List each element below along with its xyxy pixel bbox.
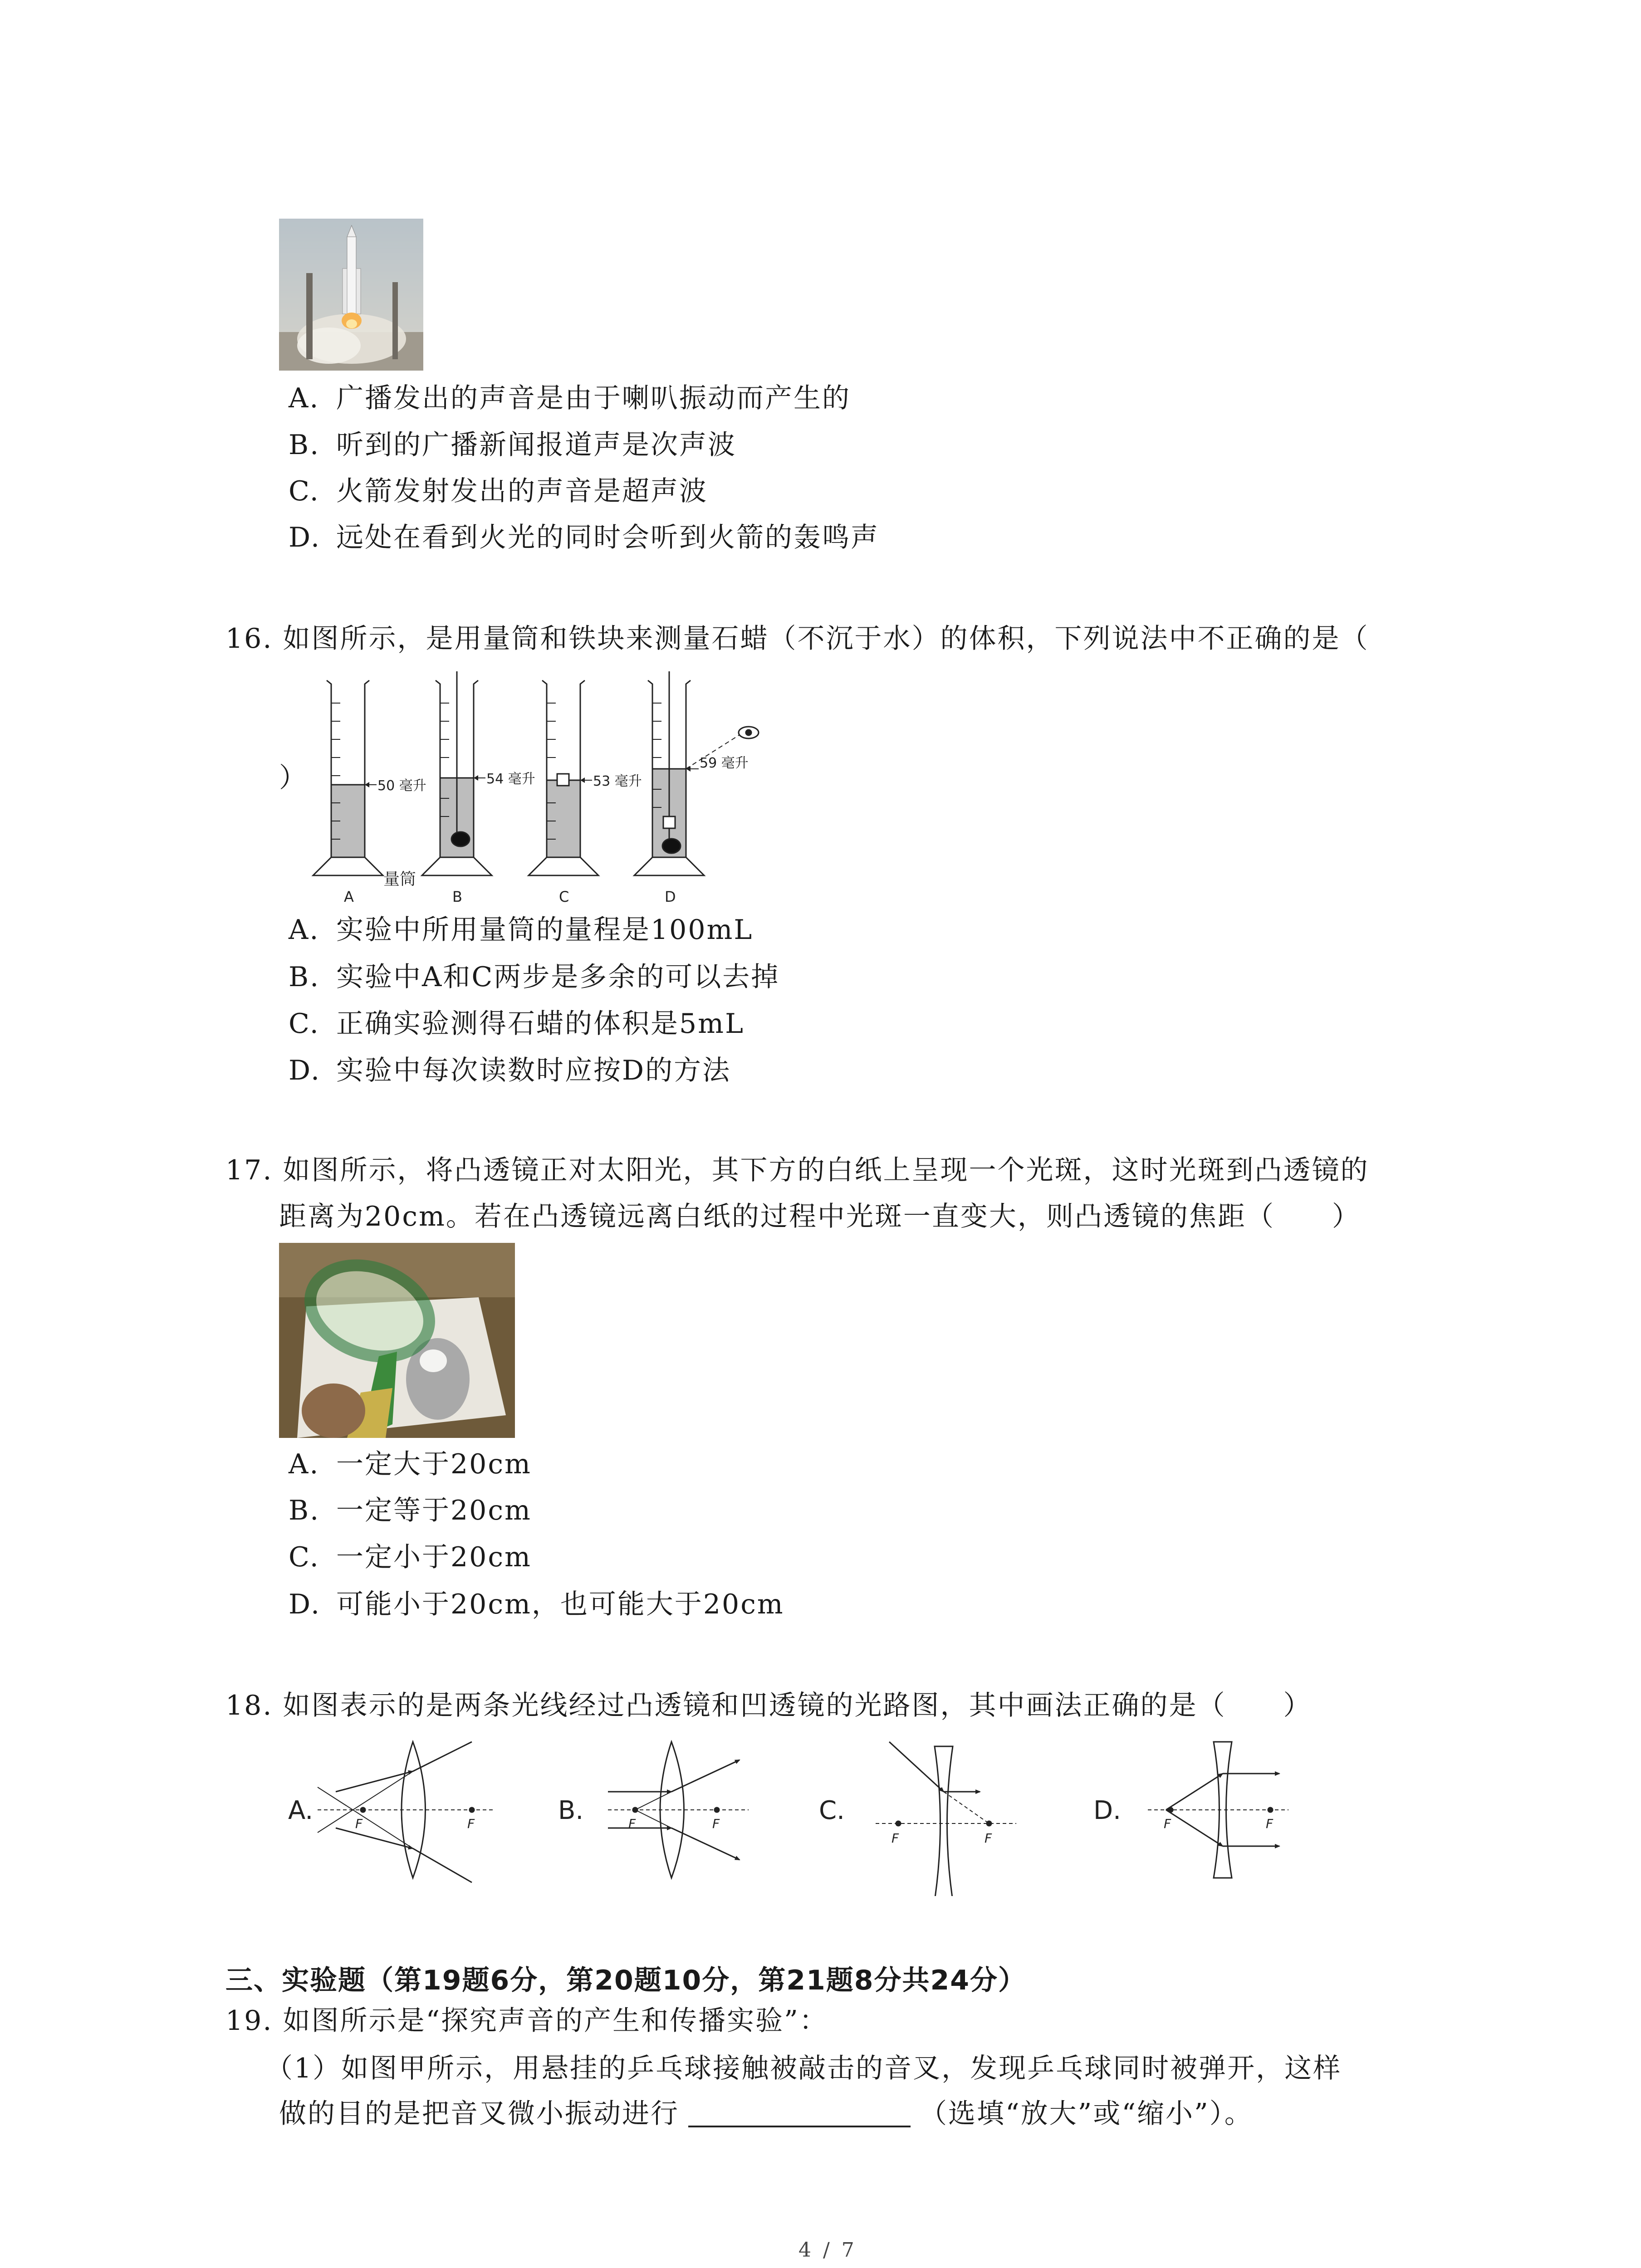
option-text: 正确实验测得石蜡的体积是5mL <box>336 1008 745 1040</box>
letter-d: D <box>665 888 676 905</box>
focus-label-a2: F <box>467 1816 475 1831</box>
q17-stem-line1: 17. 如图所示，将凸透镜正对太阳光，其下方的白纸上呈现一个光斑，这时光斑到凸透镜的 <box>225 1154 1369 1186</box>
q19-part1-before-blank: 做的目的是把音叉微小振动进行 <box>279 2098 679 2130</box>
option-text: 一定大于20cm <box>336 1448 532 1480</box>
option-letter: C. <box>289 1008 320 1040</box>
option-text: 实验中每次读数时应按D的方法 <box>336 1055 731 1086</box>
q16-option-a <box>289 914 754 946</box>
option-letter: A. <box>289 914 320 946</box>
section-3-heading: 三、实验题（第19题6分，第20题10分，第21题8分共24分） <box>225 1965 1026 1996</box>
reading-d: 59 毫升 <box>700 755 749 771</box>
q15-option-a <box>289 382 851 414</box>
letter-c: C <box>559 888 569 905</box>
option-text: 实验中所用量筒的量程是100mL <box>336 914 754 946</box>
q17-option-b <box>289 1497 532 1524</box>
option-text: 一定小于20cm <box>336 1541 532 1573</box>
q15-option-d <box>289 524 879 551</box>
diagram-b-convex-lens <box>608 1742 749 1878</box>
reading-c: 53 毫升 <box>593 773 642 789</box>
q17-option-a <box>289 1448 532 1480</box>
cylinder-c <box>529 680 598 875</box>
q16-option-b <box>289 963 779 991</box>
q19-part1-line2 <box>279 2098 1253 2130</box>
q17-stem-line2: 距离为20cm。若在凸透镜远离白纸的过程中光斑一直变大，则凸透镜的焦距（ ） <box>279 1201 1361 1232</box>
cylinder-label: 量筒 <box>383 870 416 889</box>
option-text: 可能小于20cm，也可能大于20cm <box>336 1589 784 1620</box>
cylinder-d <box>634 671 759 875</box>
q15-option-b <box>289 431 736 459</box>
diagram-a-convex-lens <box>318 1742 495 1882</box>
page-number: 4 / 7 <box>798 2239 857 2262</box>
option-letter: A. <box>289 1448 320 1480</box>
lens-ray-diagrams <box>281 1724 1325 1896</box>
option-letter: D. <box>289 1055 321 1086</box>
q16-option-c <box>289 1008 745 1040</box>
q16-stem-line2: ） <box>279 762 308 794</box>
diagram-c-concave-lens <box>876 1742 1016 1896</box>
magnifier-photo <box>279 1243 515 1438</box>
q19-part1-after-blank: （选填“放大”或“缩小”）。 <box>920 2098 1253 2130</box>
q17-option-d <box>289 1591 784 1618</box>
q19-stem: 19. 如图所示是“探究声音的产生和传播实验”： <box>225 2005 828 2037</box>
option-text: 广播发出的声音是由于喇叭振动而产生的 <box>336 382 851 414</box>
option-letter: D. <box>289 522 321 553</box>
focus-label-c1: F <box>892 1831 899 1846</box>
q18-stem: 18. 如图表示的是两条光线经过凸透镜和凹透镜的光路图，其中画法正确的是（ ） <box>225 1690 1312 1721</box>
q17-option-c <box>289 1541 532 1573</box>
option-text: 一定等于20cm <box>336 1495 532 1526</box>
option-text: 远处在看到火光的同时会听到火箭的轰鸣声 <box>336 522 879 553</box>
focus-label-d1: F <box>1164 1816 1171 1831</box>
option-letter: B. <box>289 1495 320 1526</box>
q15-option-c <box>289 475 708 507</box>
focus-label-b1: F <box>628 1816 636 1831</box>
answer-blank[interactable] <box>688 2100 911 2127</box>
option-letter: A. <box>289 382 320 414</box>
diagram-letter-b: B. <box>558 1796 584 1825</box>
option-text: 实验中A和C两步是多余的可以去掉 <box>336 961 780 993</box>
option-letter: C. <box>289 1541 320 1573</box>
option-letter: D. <box>289 1589 321 1620</box>
q16-stem-line1: 16. 如图所示，是用量筒和铁块来测量石蜡（不沉于水）的体积，下列说法中不正确的是（ <box>225 623 1369 655</box>
rocket-launch-photo <box>279 219 423 371</box>
focus-label-d2: F <box>1266 1816 1274 1831</box>
focus-label-c2: F <box>985 1831 992 1846</box>
focus-label-b2: F <box>712 1816 720 1831</box>
option-letter: B. <box>289 429 320 461</box>
q16-option-d <box>289 1057 731 1084</box>
diagram-letter-a: A. <box>288 1796 314 1825</box>
option-letter: B. <box>289 961 320 993</box>
option-text: 火箭发射发出的声音是超声波 <box>336 475 708 507</box>
diagram-letter-c: C. <box>819 1796 845 1825</box>
letter-b: B <box>452 888 462 905</box>
cylinder-a <box>313 680 383 875</box>
letter-a: A <box>344 888 354 905</box>
cylinder-b <box>422 671 492 875</box>
reading-a: 50 毫升 <box>377 778 426 794</box>
diagram-d-concave-lens <box>1148 1742 1288 1878</box>
option-text: 听到的广播新闻报道声是次声波 <box>336 429 736 461</box>
focus-label-a1: F <box>355 1816 363 1831</box>
option-letter: C. <box>289 475 320 507</box>
q16-graduated-cylinder-figure <box>309 671 789 907</box>
q19-part1-line1: （1）如图甲所示，用悬挂的乒乓球接触被敲击的音叉，发现乒乓球同时被弹开，这样 <box>265 2053 1342 2084</box>
reading-b: 54 毫升 <box>486 771 535 787</box>
diagram-letter-d: D. <box>1093 1796 1121 1825</box>
